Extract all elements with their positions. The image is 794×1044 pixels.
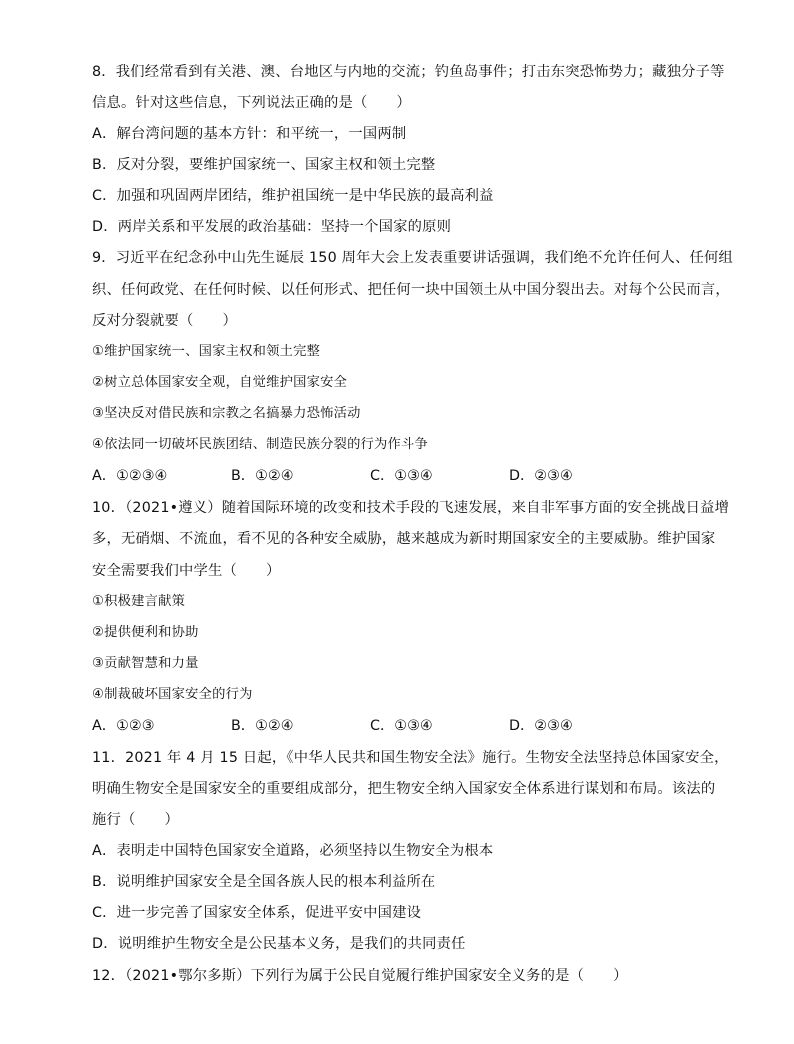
q11-option-b: B．说明维护国家安全是全国各族人民的根本利益所在 [92,874,436,890]
q10-item-3: ③贡献智慧和力量 [92,656,199,671]
q11-option-d: D．说明维护生物安全是公民基本义务，是我们的共同责任 [92,936,466,952]
q11-option-c: C．进一步完善了国家安全体系，促进平安中国建设 [92,905,422,921]
q11-stem-line-1: 11．2021 年 4 月 15 日起，《中华人民共和国生物安全法》施行。生物安全法坚持总体国家安全， [92,750,729,766]
q10-item-2: ②提供便利和协助 [92,625,199,640]
q8-option-d: D．两岸关系和平发展的政治基础：坚持一个国家的原则 [92,219,452,235]
q9-item-2: ②树立总体国家安全观，自觉维护国家安全 [92,375,348,390]
q9-item-4: ④依法同一切破坏民族团结、制造民族分裂的行为作斗争 [92,437,429,452]
q9-stem-line-1: 9．习近平在纪念孙中山先生诞辰 150 周年大会上发表重要讲话强调，我们绝不允许任何人、任何组 [92,250,734,266]
q9-choice-b: B．①②④ [231,468,294,484]
q11-stem-line-3: 施行（ ） [92,812,179,828]
q9-choice-d: D．②③④ [509,468,573,484]
q11-stem-line-2: 明确生物安全是国家安全的重要组成部分，把生物安全纳入国家安全体系进行谋划和布局。该法的 [92,781,716,797]
q9-choice-c: C．①③④ [370,468,433,484]
q10-item-1: ①积极建言献策 [92,594,186,609]
q12-stem-line-1: 12．（2021•鄂尔多斯）下列行为属于公民自觉履行维护国家安全义务的是（ ） [92,968,628,984]
q11-option-a: A．表明走中国特色国家安全道路，必须坚持以生物安全为根本 [92,843,494,859]
q8-option-a: A．解台湾问题的基本方针：和平统一，一国两制 [92,126,407,142]
q8-option-b: B．反对分裂，要维护国家统一、国家主权和领土完整 [92,157,436,173]
q8-option-c: C．加强和巩固两岸团结，维护祖国统一是中华民族的最高利益 [92,188,494,204]
q9-stem-line-2: 织、任何政党、在任何时候、以任何形式、把任何一块中国领土从中国分裂出去。对每个公民而言， [92,282,730,298]
q10-stem-line-2: 多，无硝烟、不流血，看不见的各种安全威胁，越来越成为新时期国家安全的主要威胁。维护国家 [92,531,716,547]
q10-choice-d: D．②③④ [509,718,573,734]
q10-stem-line-3: 安全需要我们中学生（ ） [92,563,281,579]
q10-choice-c: C．①③④ [370,718,433,734]
q9-choice-a: A．①②③④ [92,468,168,484]
q10-choice-a: A．①②③ [92,718,155,734]
q8-stem-line-1: 8．我们经常看到有关港、澳、台地区与内地的交流；钓鱼岛事件；打击东突恐怖势力；藏独分子等 [92,64,725,80]
q10-item-4: ④制裁破坏国家安全的行为 [92,687,253,702]
q10-stem-line-1: 10．（2021•遵义）随着国际环境的改变和技术手段的飞速发展，来自非军事方面的安全挑战日益增 [92,500,730,516]
q8-stem-line-2: 信息。针对这些信息，下列说法正确的是（ ） [92,95,411,111]
q10-choice-b: B．①②④ [231,718,294,734]
q9-stem-line-3: 反对分裂就要（ ） [92,313,237,329]
q9-item-1: ①维护国家统一、国家主权和领土完整 [92,344,321,359]
q9-item-3: ③坚决反对借民族和宗教之名搞暴力恐怖活动 [92,406,361,421]
